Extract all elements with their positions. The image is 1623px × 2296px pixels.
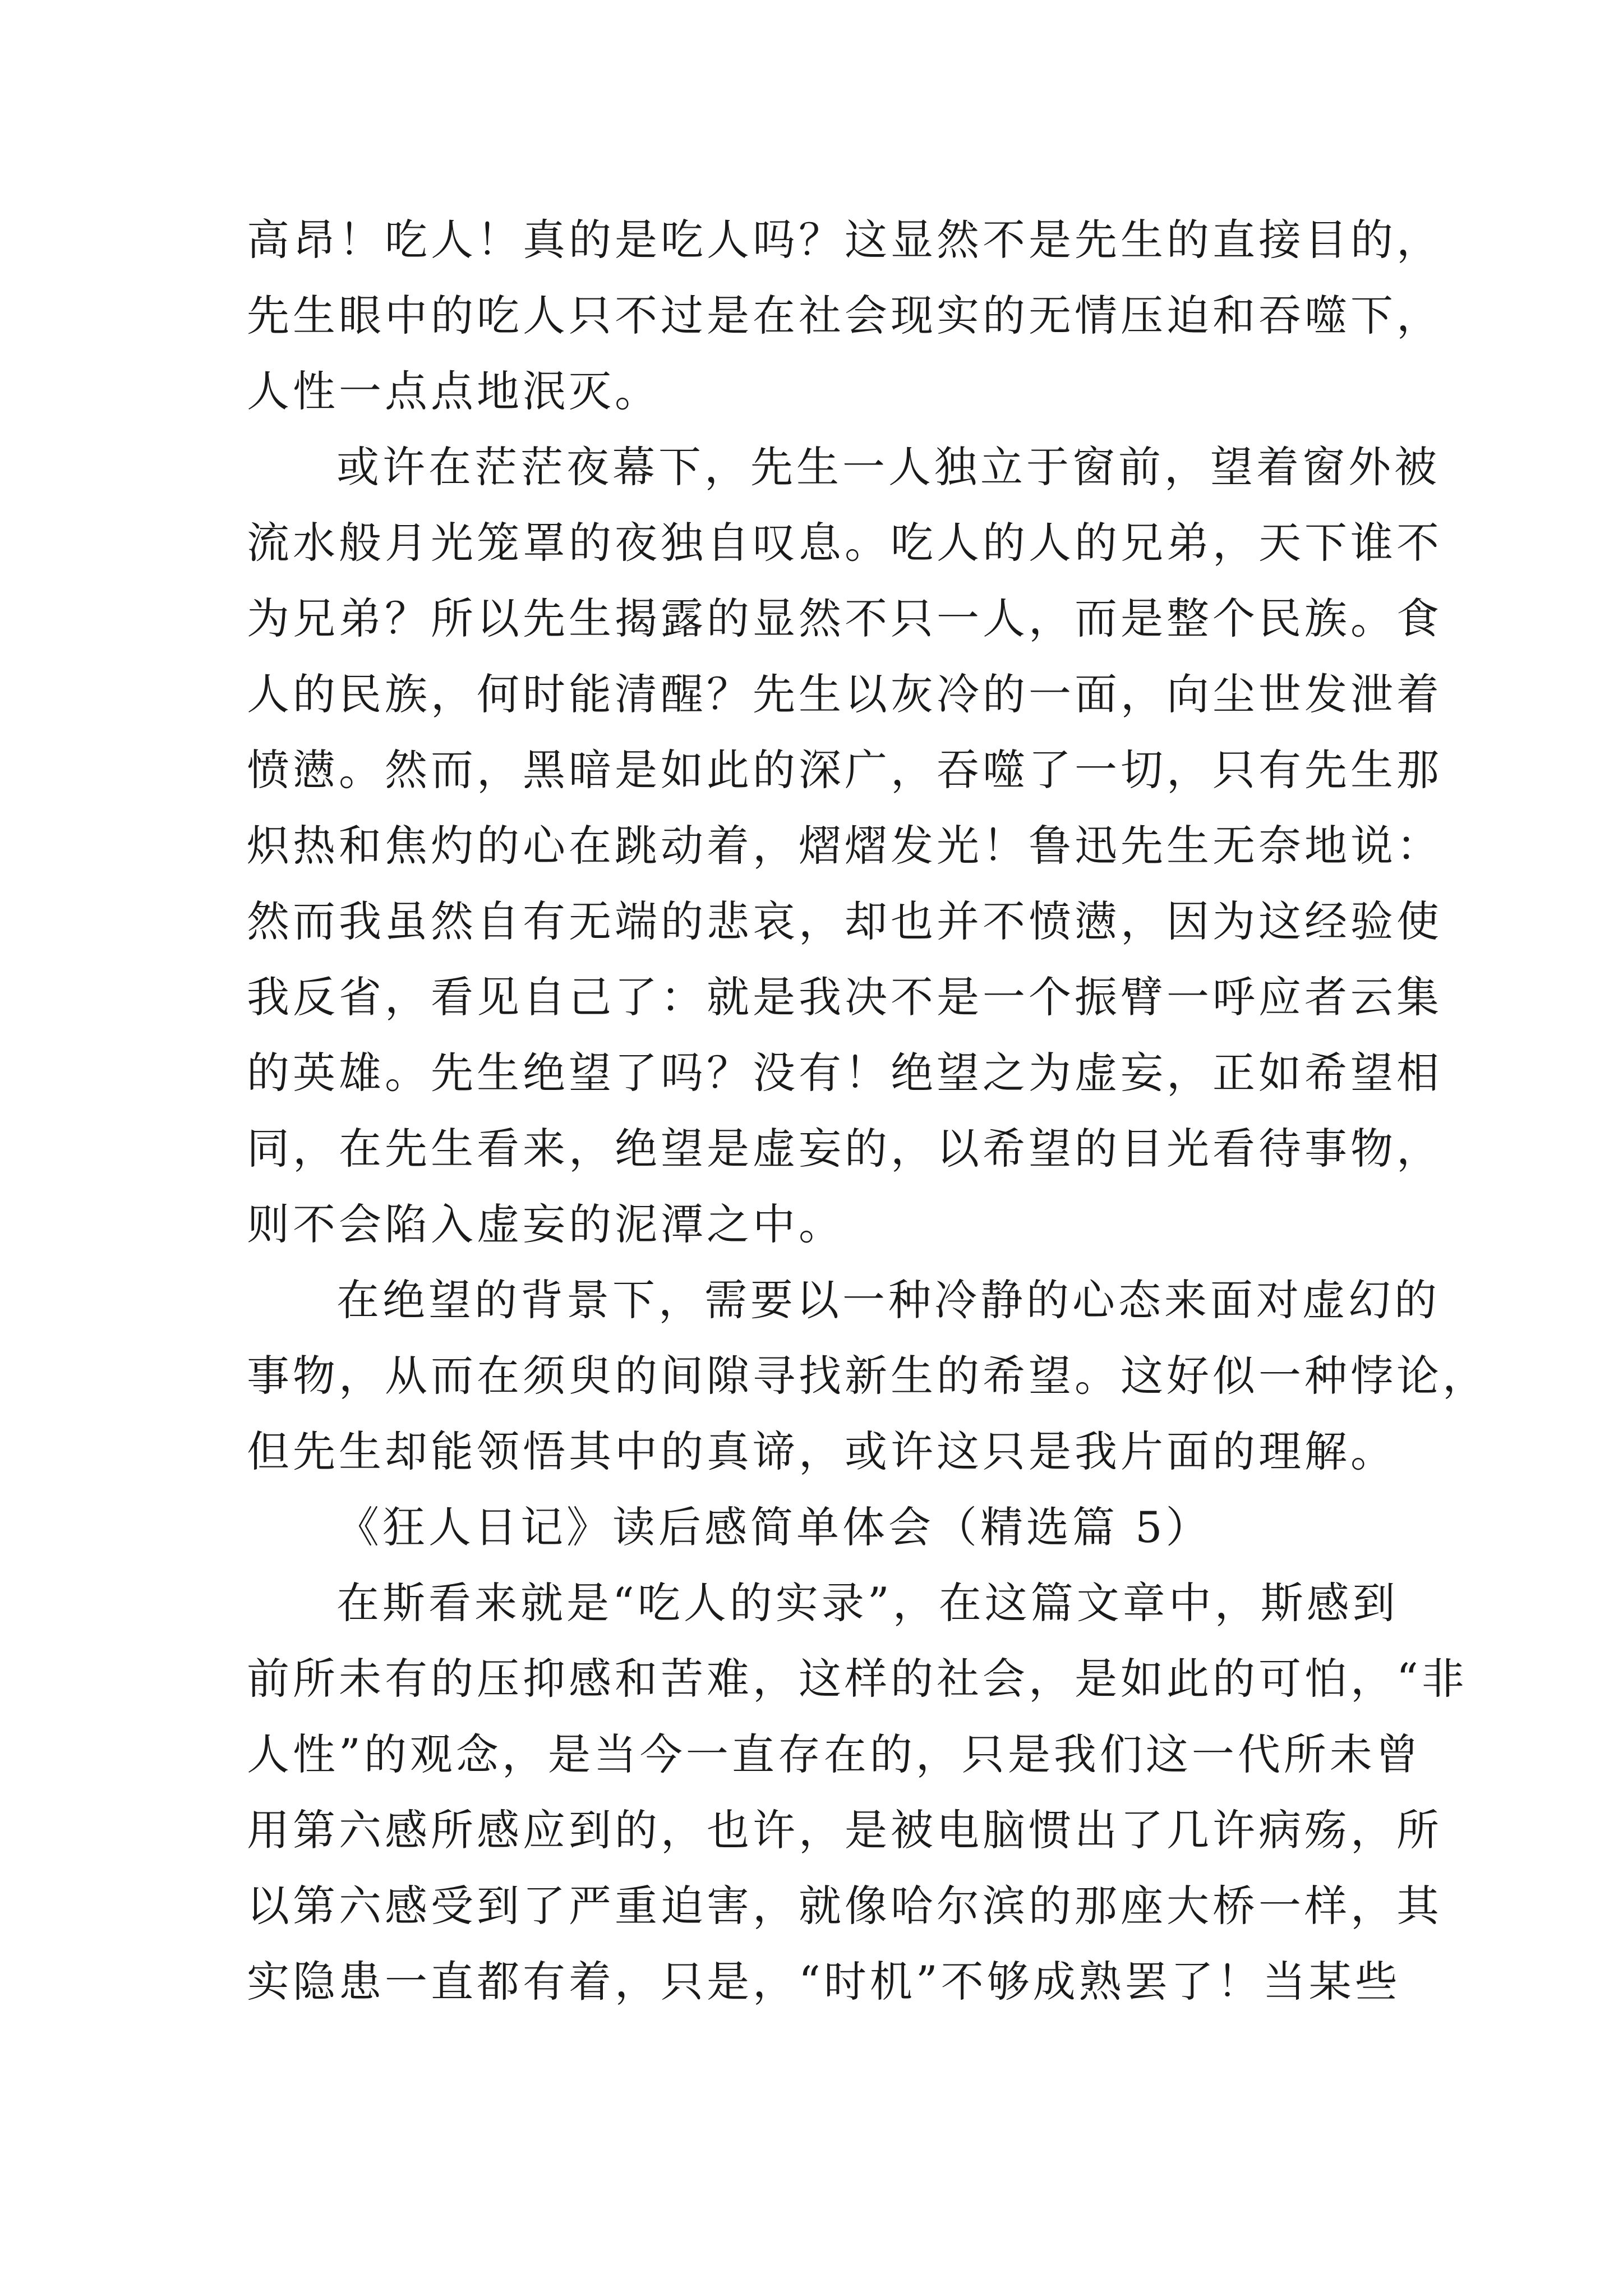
text-line: 以第六感受到了严重迫害，就像哈尔滨的那座大桥一样，其 [247, 1881, 1442, 1931]
section-heading: 《狂人日记》读后感简单体会（精选篇 5） [336, 1502, 1212, 1552]
text-line: 愤懑。然而，黑暗是如此的深广，吞噬了一切，只有先生那 [247, 745, 1442, 795]
text-line: 则不会陷入虚妄的泥潭之中。 [247, 1199, 845, 1249]
text-line: 同，在先生看来，绝望是虚妄的，以希望的目光看待事物， [247, 1124, 1442, 1174]
text-line: 炽热和焦灼的心在跳动着，熠熠发光！鲁迅先生无奈地说： [247, 821, 1442, 871]
text-line: 人性一点点地泯灭。 [247, 366, 661, 416]
text-line: 在斯看来就是“吃人的实录”，在这篇文章中，斯感到 [336, 1578, 1399, 1628]
text-line: 但先生却能领悟其中的真谛，或许这只是我片面的理解。 [247, 1427, 1396, 1476]
text-line: 流水般月光笼罩的夜独自叹息。吃人的人的兄弟，天下谁不 [247, 518, 1442, 568]
text-line: 人的民族，何时能清醒？先生以灰冷的一面，向尘世发泄着 [247, 669, 1442, 719]
text-line: 或许在茫茫夜幕下，先生一人独立于窗前，望着窗外被 [336, 442, 1440, 492]
text-line: 为兄弟？所以先生揭露的显然不只一人，而是整个民族。食 [247, 593, 1442, 643]
text-line: 先生眼中的吃人只不过是在社会现实的无情压迫和吞噬下， [247, 291, 1442, 341]
text-line: 人性”的观念，是当今一直存在的，只是我们这一代所未曾 [247, 1729, 1422, 1779]
body-text [247, 202, 1488, 2019]
text-line: 事物，从而在须臾的间隙寻找新生的希望。这好似一种悖论， [247, 1351, 1488, 1401]
text-line: 在绝望的背景下，需要以一种冷静的心态来面对虚幻的 [336, 1275, 1440, 1325]
text-line: 我反省，看见自己了：就是我决不是一个振臂一呼应者云集 [247, 972, 1442, 1022]
text-line: 高昂！吃人！真的是吃人吗？这显然不是先生的直接目的， [247, 215, 1442, 265]
text-line: 实隐患一直都有着，只是，“时机”不够成熟罢了！当某些 [247, 1957, 1401, 2007]
text-line: 用第六感所感应到的，也许，是被电脑惯出了几许病殇，所 [247, 1805, 1442, 1855]
text-line: 前所未有的压抑感和苦难，这样的社会，是如此的可怕，“非 [247, 1654, 1468, 1704]
text-line: 然而我虽然自有无端的悲哀，却也并不愤懑，因为这经验使 [247, 896, 1442, 946]
text-line: 的英雄。先生绝望了吗？没有！绝望之为虚妄，正如希望相 [247, 1048, 1442, 1098]
